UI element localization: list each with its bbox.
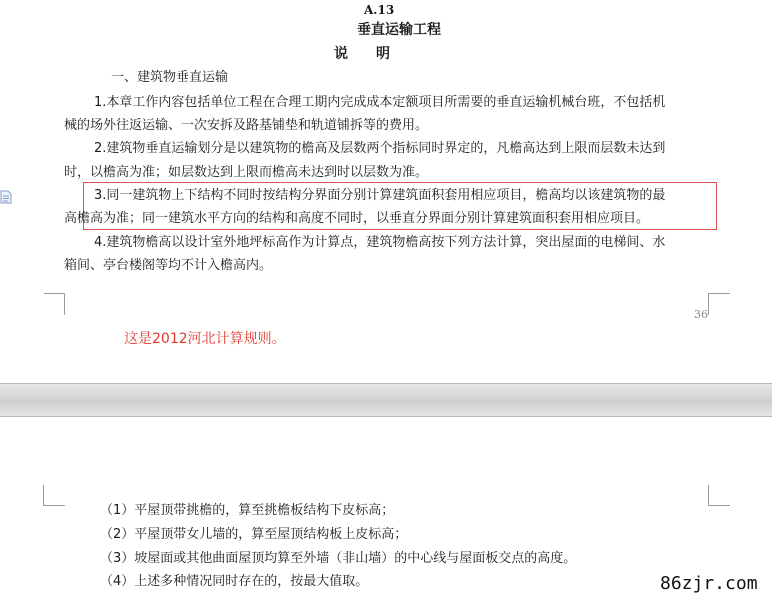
margin-corner-bottom-right-v xyxy=(708,485,709,505)
annotation-note: 这是2012河北计算规则。 xyxy=(124,331,286,347)
explanation-heading: 说 明 xyxy=(334,46,390,62)
para-2-line-1: 2.建筑物垂直运输划分是以建筑物的檐高及层数两个指标同时界定的，凡檐高达到上限而层数未达到 xyxy=(94,141,666,156)
section-code: A.13 xyxy=(364,3,395,17)
margin-corner-top-right-h xyxy=(708,293,730,294)
chapter-title: 垂直运输工程 xyxy=(357,22,441,38)
para-2-line-2: 时，以檐高为准；如层数达到上限而檐高未达到时以层数为准。 xyxy=(64,165,429,180)
margin-corner-bottom-left-v xyxy=(43,485,44,505)
list-item: （3）坡屋面或其他曲面屋顶均算至外墙（非山墙）的中心线与屋面板交点的高度。 xyxy=(100,551,577,566)
para-1-line-2: 械的场外往返运输、一次安拆及路基铺垫和轨道铺拆等的费用。 xyxy=(64,118,429,133)
para-1-line-1: 1.本章工作内容包括单位工程在合理工期内完成成本定额项目所需要的垂直运输机械台班，不包括机 xyxy=(94,95,666,110)
list-item: （2）平屋顶带女儿墙的，算至屋顶结构板上皮标高； xyxy=(100,527,408,542)
watermark: 86zjr.com xyxy=(660,573,758,594)
page-separator xyxy=(0,383,772,417)
document-page-2 xyxy=(0,417,772,597)
margin-corner-top-left-h xyxy=(44,293,64,294)
margin-corner-bottom-left-h xyxy=(43,505,65,506)
margin-corner-top-left xyxy=(44,293,65,315)
page-number: 36 xyxy=(694,308,708,321)
list-item: （4）上述多种情况同时存在的，按最大值取。 xyxy=(100,574,369,589)
list-item: （1）平屋顶带挑檐的，算至挑檐板结构下皮标高； xyxy=(100,503,395,518)
para-4-line-2: 箱间、亭台楼阁等均不计入檐高内。 xyxy=(64,258,273,273)
margin-corner-bottom-right-h xyxy=(708,505,730,506)
para-3-line-1: 3.同一建筑物上下结构不同时按结构分界面分别计算建筑面积套用相应项目，檐高均以该建筑物的最 xyxy=(94,188,666,203)
document-icon[interactable] xyxy=(0,190,12,204)
margin-corner-top-right xyxy=(708,293,731,315)
para-4-line-1: 4.建筑物檐高以设计室外地坪标高作为计算点，建筑物檐高按下列方法计算，突出屋面的电梯间、水 xyxy=(94,235,666,250)
subheading-vertical-transport: 一、建筑物垂直运输 xyxy=(111,70,229,85)
para-3-line-2: 高檐高为准；同一建筑水平方向的结构和高度不同时，以垂直分界面分别计算建筑面积套用相应项目。 xyxy=(64,211,650,226)
